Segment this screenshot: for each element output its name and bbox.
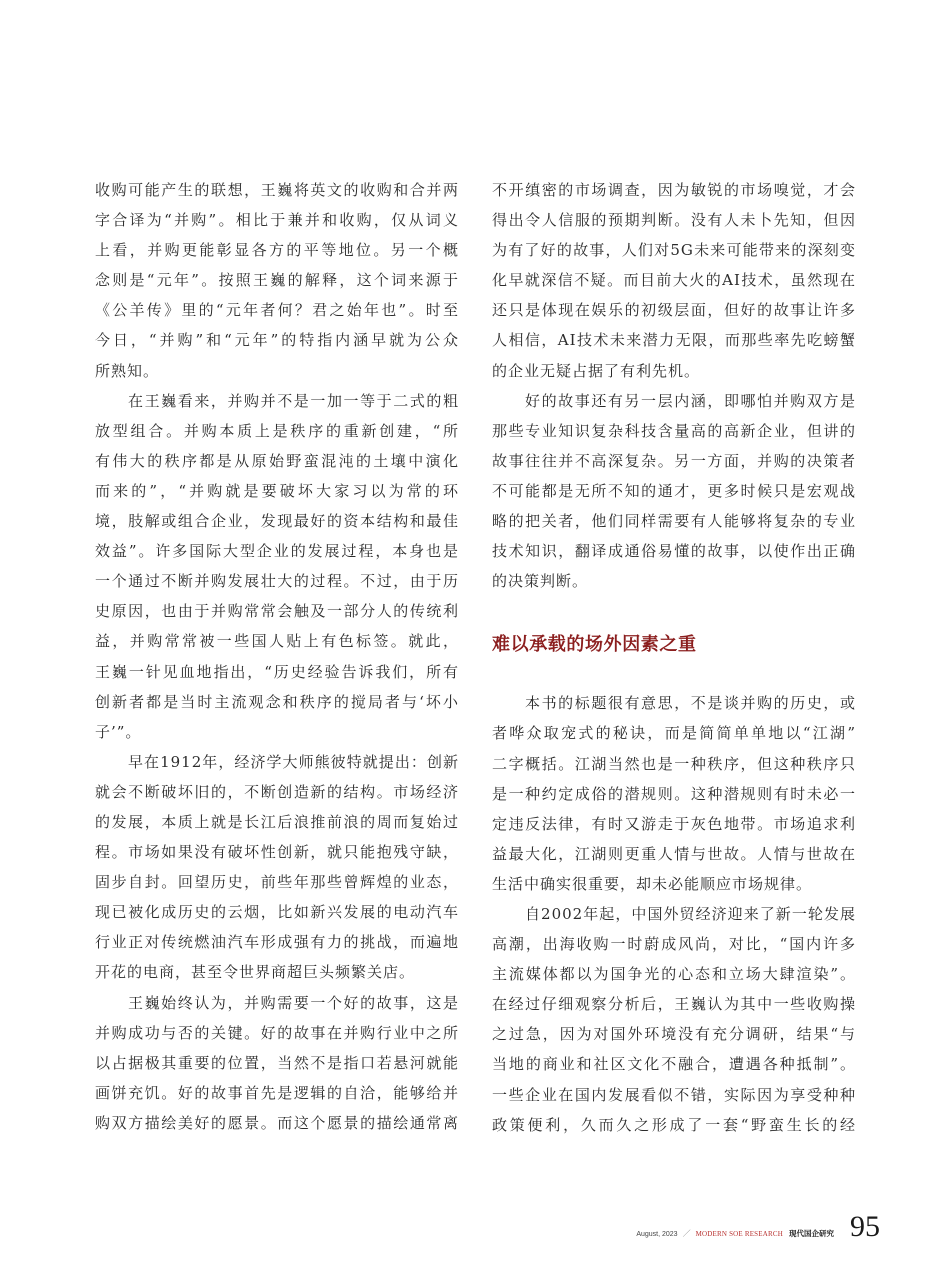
- footer: [636, 1212, 880, 1242]
- text-line: 今日，“并购”和“元年”的特指内涵早就为公众: [95, 331, 459, 350]
- text-line: 好的故事还有另一层内涵，即哪怕并购双方是: [525, 391, 856, 410]
- paragraph: [95, 988, 459, 1138]
- text-line: 本书的标题很有意思，不是谈并购的历史，或: [525, 694, 856, 713]
- text-line: 定违反法律，有时又游走于灰色地带。市场追求利: [492, 814, 856, 833]
- section-heading: 难以承载的场外因素之重: [492, 634, 697, 656]
- text-line: 主流媒体都以为国争光的心态和立场大肆渲染”。: [492, 965, 856, 984]
- text-line: 字合译为“并购”。相比于兼并和收购，仅从词义: [95, 211, 459, 230]
- text-line: 境，肢解或组合企业，发现最好的资本结构和最佳: [95, 512, 459, 531]
- paragraph: [492, 175, 856, 386]
- publication-name-en: MODERN SOE RESEARCH: [695, 1230, 783, 1238]
- section-body: [492, 688, 856, 1139]
- text-line: 自2002年起，中国外贸经济迎来了新一轮发展: [525, 904, 856, 923]
- text-line: 开花的电商，甚至令世界商超巨头频繁关店。: [95, 963, 416, 982]
- text-line: 有伟大的秩序都是从原始野蛮混沌的土壤中演化: [95, 451, 459, 470]
- text-line: 上看，并购更能彰显各方的平等地位。另一个概: [95, 241, 459, 260]
- right-column: [492, 175, 856, 1140]
- paragraph: [95, 747, 459, 988]
- text-line: 之过急，因为对国外环境没有充分调研，结果“与: [492, 1025, 856, 1044]
- text-line: 在经过仔细观察分析后，王巍认为其中一些收购操: [492, 995, 856, 1014]
- publication-name-cn: 现代国企研究: [789, 1229, 834, 1238]
- text-line: 为有了好的故事，人们对5G未来可能带来的深刻变: [492, 241, 856, 260]
- text-line: 子’”。: [95, 722, 142, 741]
- text-line: 所熟知。: [95, 361, 160, 380]
- text-line: 化早就深信不疑。而目前大火的AI技术，虽然现在: [492, 271, 856, 290]
- text-line: 收购可能产生的联想，王巍将英文的收购和合并两: [95, 181, 459, 199]
- text-line: 以占据极其重要的位置，当然不是指口若悬河就能: [95, 1053, 459, 1072]
- page-number: 95: [850, 1210, 880, 1243]
- text-line: 现已被化成历史的云烟，比如新兴发展的电动汽车: [95, 903, 459, 922]
- text-line: 高潮，出海收购一时蔚成风尚，对比，“国内许多: [492, 935, 856, 954]
- footer-separator: ／: [682, 1229, 691, 1238]
- right-column-paragraphs: [492, 175, 856, 596]
- text-line: 程。市场如果没有破坏性创新，就只能抱残守缺，: [95, 843, 459, 862]
- text-line: 故事往往并不高深复杂。另一方面，并购的决策者: [492, 451, 856, 470]
- text-line: 益最大化，江湖则更重人情与世故。人情与世故在: [492, 844, 856, 863]
- paragraph: [95, 386, 459, 747]
- text-line: 一些企业在国内发展看似不错，实际因为享受种种: [492, 1085, 856, 1104]
- text-line: 王巍一针见血地指出，“历史经验告诉我们，所有: [95, 662, 459, 681]
- text-line: 就会不断破坏旧的，不断创造新的结构。市场经济: [95, 782, 459, 801]
- text-line: 在王巍看来，并购并不是一加一等于二式的粗: [128, 391, 459, 410]
- text-line: 得出令人信服的预期判断。没有人未卜先知，但因: [492, 211, 856, 230]
- text-line: 早在1912年，经济学大师熊彼特就提出：创新: [128, 752, 459, 771]
- paragraph: [95, 175, 459, 386]
- text-line: 行业正对传统燃油汽车形成强有力的挑战，而遍地: [95, 933, 459, 952]
- paragraph: [492, 899, 856, 1140]
- text-line: 而来的”，“并购就是要破坏大家习以为常的环: [95, 481, 459, 500]
- text-line: 《公羊传》里的“元年者何？君之始年也”。时至: [95, 301, 459, 320]
- text-line: 并购成功与否的关键。好的故事在并购行业中之所: [95, 1023, 459, 1042]
- text-line: 益，并购常常被一些国人贴上有色标签。就此，: [95, 632, 459, 651]
- text-line: 人相信，AI技术未来潜力无限，而那些率先吃螃蟹: [492, 331, 856, 350]
- text-line: 念则是“元年”。按照王巍的解释，这个词来源于: [95, 271, 459, 290]
- text-line: 是一种约定成俗的潜规则。这种潜规则有时未必一: [492, 784, 856, 803]
- text-line: 放型组合。并购本质上是秩序的重新创建，“所: [95, 421, 459, 440]
- text-line: 生活中确实很重要，却未必能顺应市场规律。: [492, 874, 813, 893]
- text-line: 技术知识，翻译成通俗易懂的故事，以使作出正确: [492, 542, 856, 561]
- text-line: 效益”。许多国际大型企业的发展过程，本身也是: [95, 542, 459, 561]
- text-line: 不开缜密的市场调查，因为敏锐的市场嗅觉，才会: [492, 181, 856, 199]
- paragraph: [492, 688, 856, 899]
- text-line: 不可能都是无所不知的通才，更多时候只是宏观战: [492, 481, 856, 500]
- text-line: 的决策判断。: [492, 572, 589, 591]
- text-line: 政策便利，久而久之形成了一套“野蛮生长的经: [492, 1115, 856, 1134]
- text-line: 史原因，也由于并购常常会触及一部分人的传统利: [95, 602, 459, 621]
- text-line: 购双方描绘美好的愿景。而这个愿景的描绘通常离: [95, 1113, 459, 1132]
- text-line: 固步自封。回望历史，前些年那些曾辉煌的业态，: [95, 873, 459, 892]
- text-line: 一个通过不断并购发展壮大的过程。不过，由于历: [95, 572, 459, 591]
- text-line: 的企业无疑占据了有利先机。: [492, 361, 701, 380]
- text-line: 王巍始终认为，并购需要一个好的故事，这是: [128, 993, 459, 1012]
- text-line: 还只是体现在娱乐的初级层面，但好的故事让许多: [492, 301, 856, 320]
- left-column: [95, 175, 459, 1138]
- text-line: 当地的商业和社区文化不融合，遭遇各种抵制”。: [492, 1055, 856, 1074]
- text-line: 那些专业知识复杂科技含量高的高新企业，但讲的: [492, 421, 856, 440]
- text-line: 的发展，本质上就是长江后浪推前浪的周而复始过: [95, 812, 459, 831]
- text-line: 画饼充饥。好的故事首先是逻辑的自洽，能够给并: [95, 1083, 459, 1102]
- text-line: 略的把关者，他们同样需要有人能够将复杂的专业: [492, 512, 856, 531]
- paragraph: [492, 386, 856, 597]
- text-line: 二字概括。江湖当然也是一种秩序，但这种秩序只: [492, 754, 856, 773]
- issue-date: August, 2023: [636, 1231, 678, 1238]
- text-line: 创新者都是当时主流观念和秩序的搅局者与‘坏小: [95, 692, 459, 711]
- text-line: 者哗众取宠式的秘诀，而是简简单单地以“江湖”: [492, 724, 856, 743]
